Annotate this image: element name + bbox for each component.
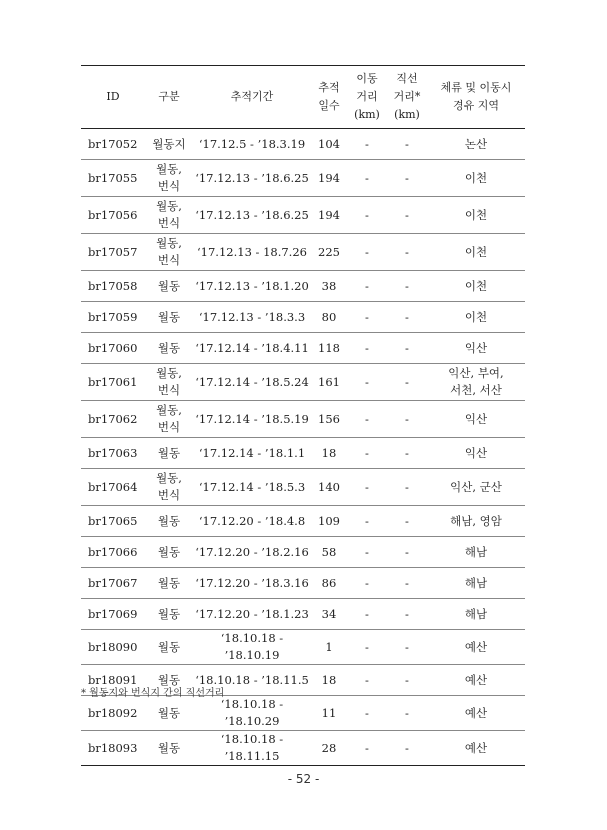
cell-days: 118	[311, 333, 347, 364]
cell-days: 156	[311, 401, 347, 438]
cell-migration-distance: -	[347, 401, 387, 438]
cell-id: br17052	[88, 136, 138, 151]
cell-period: ‘17.12.20 - ’18.4.8	[193, 506, 311, 537]
cell-category: 월동	[145, 665, 193, 696]
cell-category: 월동지	[152, 136, 186, 151]
cell-straight-distance: -	[387, 599, 427, 630]
cell-category: 월동, 번식	[145, 401, 193, 438]
cell-id: br17059	[81, 302, 145, 333]
cell-regions: 예산	[427, 630, 525, 665]
table-row	[81, 731, 525, 766]
cell-straight-distance: -	[387, 364, 427, 401]
table-row	[81, 129, 525, 160]
cell-regions: 익산, 부여, 서천, 서산	[427, 364, 525, 401]
cell-regions: 익산, 군산	[427, 469, 525, 506]
table-row	[81, 469, 525, 506]
table-row	[81, 568, 525, 599]
header-migration-distance: 이동 거리 (km)	[347, 66, 387, 129]
header-id: ID	[81, 66, 145, 129]
header-days: 추적 일수	[311, 66, 347, 129]
cell-migration-distance: -	[347, 271, 387, 302]
cell-migration-distance: -	[347, 333, 387, 364]
table-row	[81, 333, 525, 364]
cell-regions: 해남	[427, 537, 525, 568]
cell-regions: 이천	[427, 302, 525, 333]
cell-category: 월동, 번식	[145, 469, 193, 506]
cell-id: br17057	[81, 234, 145, 271]
table-row	[81, 401, 525, 438]
cell-straight-distance: -	[387, 630, 427, 665]
cell-straight-distance: -	[387, 537, 427, 568]
cell-straight-distance: -	[387, 271, 427, 302]
cell-migration-distance: -	[347, 364, 387, 401]
cell-id: br17063	[81, 438, 145, 469]
cell-period: ‘17.12.14 - ’18.5.24	[193, 364, 311, 401]
table-row	[81, 271, 525, 302]
table-header-row	[81, 66, 525, 129]
cell-days: 28	[311, 731, 347, 766]
cell-period: ‘17.12.14 - ’18.5.3	[193, 469, 311, 506]
cell-id: br17060	[81, 333, 145, 364]
table-row	[81, 599, 525, 630]
table-row	[81, 630, 525, 665]
cell-straight-distance: -	[387, 160, 427, 197]
cell-straight-distance: -	[387, 731, 427, 766]
cell-category: 월동, 번식	[145, 234, 193, 271]
cell-days: 86	[311, 568, 347, 599]
cell-period: ‘18.10.18 - ’18.10.29	[193, 696, 311, 731]
cell-category: 월동	[145, 568, 193, 599]
header-category: 구분	[145, 66, 193, 129]
cell-days: 140	[311, 469, 347, 506]
cell-regions: 예산	[427, 731, 525, 766]
table-row	[81, 302, 525, 333]
cell-regions: 이천	[427, 160, 525, 197]
cell-period: ‘17.12.20 - ’18.2.16	[193, 537, 311, 568]
cell-regions: 해남, 영암	[427, 506, 525, 537]
cell-days: 18	[311, 665, 347, 696]
header-period: 추적기간	[193, 66, 311, 129]
table-row	[81, 197, 525, 234]
cell-id: br17065	[81, 506, 145, 537]
cell-period: ‘18.10.18 - ’18.11.5	[193, 665, 311, 696]
table-row	[81, 537, 525, 568]
cell-id: br18090	[81, 630, 145, 665]
cell-migration-distance: -	[347, 197, 387, 234]
tracking-table-container	[81, 65, 525, 766]
cell-days: 194	[311, 197, 347, 234]
cell-migration-distance: -	[347, 469, 387, 506]
cell-migration-distance: -	[347, 506, 387, 537]
cell-period: ‘18.10.18 - ’18.11.15	[193, 731, 311, 766]
cell-category: 월동	[145, 271, 193, 302]
cell-migration-distance: -	[347, 234, 387, 271]
cell-category: 월동	[145, 333, 193, 364]
cell-category: 월동, 번식	[145, 197, 193, 234]
table-row	[81, 160, 525, 197]
cell-migration-distance: -	[365, 136, 369, 151]
cell-days: 225	[311, 234, 347, 271]
cell-id: br17066	[81, 537, 145, 568]
cell-period: ‘17.12.13 - ’18.6.25	[193, 160, 311, 197]
cell-days: 104	[318, 136, 340, 151]
cell-category: 월동	[145, 302, 193, 333]
cell-id: br17055	[81, 160, 145, 197]
cell-id: br17058	[81, 271, 145, 302]
cell-regions: 예산	[427, 665, 525, 696]
cell-category: 월동	[145, 506, 193, 537]
cell-migration-distance: -	[347, 537, 387, 568]
cell-migration-distance: -	[347, 302, 387, 333]
cell-straight-distance: -	[387, 333, 427, 364]
cell-days: 80	[311, 302, 347, 333]
cell-straight-distance: -	[387, 438, 427, 469]
cell-regions: 익산	[427, 333, 525, 364]
header-regions: 체류 및 이동시 경유 지역	[427, 66, 525, 129]
cell-period: ‘17.12.20 - ’18.1.23	[193, 599, 311, 630]
cell-migration-distance: -	[347, 731, 387, 766]
header-straight-distance: 직선 거리* (km)	[387, 66, 427, 129]
cell-straight-distance: -	[387, 469, 427, 506]
cell-regions: 해남	[427, 599, 525, 630]
cell-id: br18091	[81, 665, 145, 696]
cell-days: 11	[311, 696, 347, 731]
cell-period: ‘17.12.14 - ’18.1.1	[193, 438, 311, 469]
cell-id: br17062	[81, 401, 145, 438]
cell-migration-distance: -	[347, 599, 387, 630]
cell-category: 월동	[145, 599, 193, 630]
table-row	[81, 506, 525, 537]
cell-migration-distance: -	[347, 568, 387, 599]
cell-period: ‘17.12.13 - ’18.3.3	[193, 302, 311, 333]
cell-category: 월동, 번식	[145, 364, 193, 401]
cell-period: ‘17.12.14 - ’18.5.19	[193, 401, 311, 438]
cell-category: 월동	[145, 537, 193, 568]
cell-category: 월동, 번식	[145, 160, 193, 197]
cell-regions: 익산	[427, 438, 525, 469]
table-row	[81, 364, 525, 401]
cell-days: 109	[311, 506, 347, 537]
page-number: - 52 -	[287, 772, 320, 786]
table-row	[81, 438, 525, 469]
cell-id: br17067	[81, 568, 145, 599]
cell-id: br18093	[81, 731, 145, 766]
cell-regions: 해남	[427, 568, 525, 599]
cell-straight-distance: -	[387, 302, 427, 333]
cell-period: ‘17.12.20 - ’18.3.16	[193, 568, 311, 599]
cell-migration-distance: -	[347, 438, 387, 469]
cell-straight-distance: -	[405, 136, 409, 151]
cell-period: ‘17.12.14 - ’18.4.11	[193, 333, 311, 364]
cell-period: ‘17.12.13 - ’18.1.20	[193, 271, 311, 302]
cell-regions: 익산	[427, 401, 525, 438]
cell-days: 194	[311, 160, 347, 197]
cell-id: br17069	[81, 599, 145, 630]
cell-period: ‘17.12.13 - ’18.6.25	[193, 197, 311, 234]
cell-days: 38	[311, 271, 347, 302]
cell-straight-distance: -	[387, 234, 427, 271]
cell-straight-distance: -	[387, 197, 427, 234]
cell-regions: 예산	[427, 696, 525, 731]
cell-period: ‘17.12.13 - 18.7.26	[193, 234, 311, 271]
footnote: * 월동지와 번식지 간의 직선거리	[81, 688, 225, 699]
cell-days: 1	[311, 630, 347, 665]
cell-straight-distance: -	[387, 696, 427, 731]
cell-regions: 이천	[427, 197, 525, 234]
cell-straight-distance: -	[387, 506, 427, 537]
cell-regions: 이천	[427, 234, 525, 271]
cell-straight-distance: -	[387, 665, 427, 696]
cell-migration-distance: -	[347, 665, 387, 696]
table-row	[81, 696, 525, 731]
cell-id: br18092	[81, 696, 145, 731]
cell-id: br17064	[81, 469, 145, 506]
cell-category: 월동	[145, 438, 193, 469]
cell-regions: 논산	[464, 136, 488, 151]
cell-period: ‘18.10.18 - ’18.10.19	[193, 630, 311, 665]
cell-days: 18	[311, 438, 347, 469]
cell-migration-distance: -	[347, 696, 387, 731]
cell-regions: 이천	[427, 271, 525, 302]
cell-migration-distance: -	[347, 160, 387, 197]
cell-days: 58	[311, 537, 347, 568]
tracking-table	[81, 65, 525, 766]
cell-id: br17061	[81, 364, 145, 401]
cell-category: 월동	[145, 630, 193, 665]
table-body	[81, 129, 525, 766]
cell-category: 월동	[145, 731, 193, 766]
cell-straight-distance: -	[387, 401, 427, 438]
cell-days: 161	[311, 364, 347, 401]
cell-period: ‘17.12.5 - ’18.3.19	[198, 136, 306, 151]
table-row	[81, 234, 525, 271]
cell-days: 34	[311, 599, 347, 630]
cell-straight-distance: -	[387, 568, 427, 599]
cell-migration-distance: -	[347, 630, 387, 665]
cell-category: 월동	[145, 696, 193, 731]
cell-id: br17056	[81, 197, 145, 234]
